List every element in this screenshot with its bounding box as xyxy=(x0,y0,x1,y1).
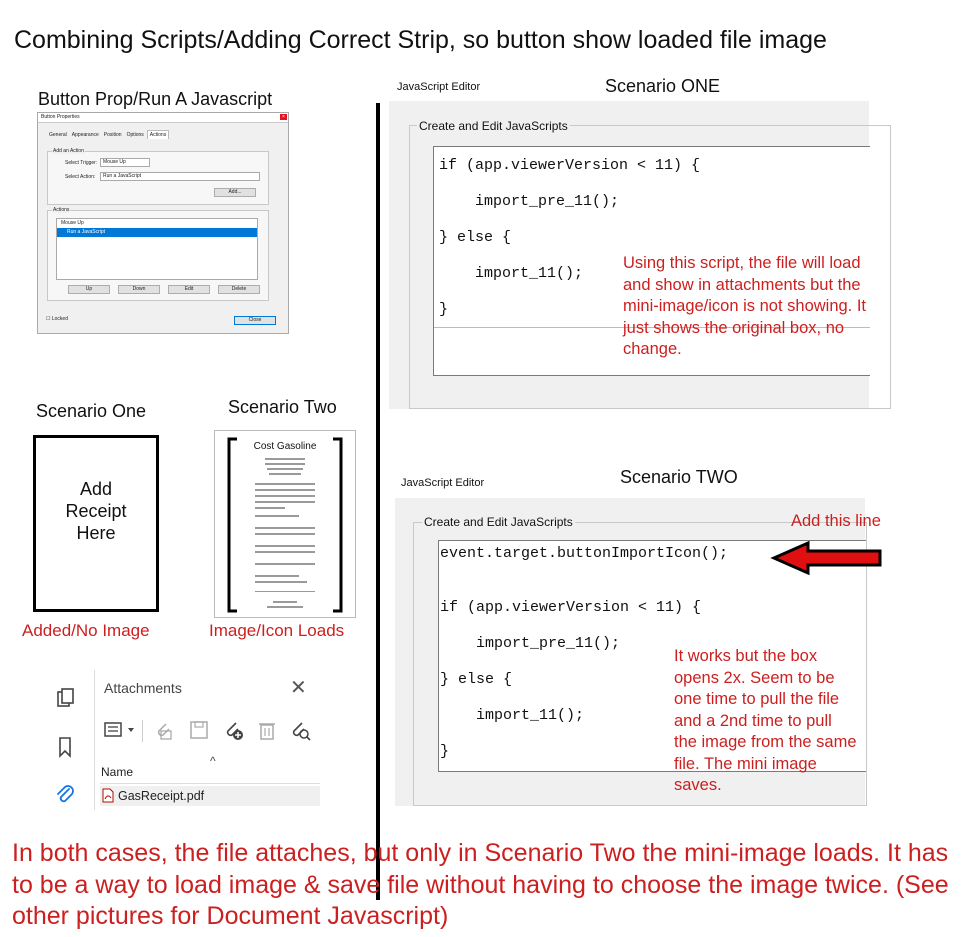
tree-trigger[interactable]: Mouse Up xyxy=(61,220,84,226)
attachment-row[interactable] xyxy=(100,786,320,806)
editor-two-frame-label: Create and Edit JavaScripts xyxy=(424,515,573,529)
tab-general[interactable]: General xyxy=(49,132,67,138)
tab-appearance[interactable]: Appearance xyxy=(71,132,99,138)
code-line: } else { xyxy=(440,671,513,688)
close-icon[interactable]: × xyxy=(280,114,287,120)
sidebar-divider xyxy=(94,670,95,810)
receipt-line xyxy=(255,507,285,509)
up-button[interactable]: Up xyxy=(68,285,110,294)
dialog-title: Button Properties xyxy=(41,114,80,120)
editor-one-note: Using this script, the file will load and show in attachments but the mini-image/icon is not showing. It just shows the original box, no change. xyxy=(623,254,867,358)
code-line: } xyxy=(439,301,449,318)
tab-position[interactable]: Position xyxy=(103,132,122,138)
pdf-file-icon xyxy=(102,788,114,803)
receipt-line xyxy=(255,527,315,529)
select-action-dropdown[interactable]: Run a JavaScript xyxy=(100,172,260,181)
receipt-line xyxy=(255,591,315,592)
code-line-added: event.target.buttonImportIcon(); xyxy=(440,545,729,562)
delete-button[interactable]: Delete xyxy=(218,285,260,294)
search-attachment-icon[interactable] xyxy=(289,719,311,741)
dialog-tabs xyxy=(47,130,170,139)
locked-checkbox[interactable]: ☐ Locked xyxy=(46,316,68,322)
javascript-editor-one xyxy=(389,101,869,409)
scenario-two-caption: Image/Icon Loads xyxy=(209,621,345,640)
receipt-line xyxy=(273,601,297,603)
delete-icon[interactable] xyxy=(256,719,278,741)
save-attachment-icon[interactable] xyxy=(188,719,210,741)
sort-caret-icon[interactable]: ^ xyxy=(210,754,216,768)
code-line: import_pre_11(); xyxy=(440,635,621,652)
edit-button[interactable]: Edit xyxy=(168,285,210,294)
code-line: import_11(); xyxy=(439,265,584,282)
bookmark-icon[interactable] xyxy=(54,736,76,758)
receipt-line xyxy=(255,533,315,535)
editor-one-frame-label: Create and Edit JavaScripts xyxy=(419,119,568,133)
page-title: Combining Scripts/Adding Correct Strip, so button show loaded file image xyxy=(14,26,827,54)
editor-two-window-title: JavaScript Editor xyxy=(401,477,485,489)
editor-two-note: It works but the box opens 2x. Seem to be one time to pull the file and a 2nd time to pull the image from the same file. The mini image saves. xyxy=(674,647,857,794)
add-receipt-button[interactable] xyxy=(33,435,159,612)
attachments-title: Attachments xyxy=(104,680,182,696)
button-properties-dialog xyxy=(37,112,289,334)
add-line-label: Add this line xyxy=(791,512,881,530)
vertical-divider xyxy=(376,103,380,900)
receipt-line xyxy=(255,563,315,565)
receipt-line xyxy=(267,468,303,470)
receipt-line xyxy=(255,495,315,497)
tab-actions[interactable]: Actions xyxy=(147,130,169,139)
add-action-label: Add an Action xyxy=(53,148,84,154)
tab-options[interactable]: Options xyxy=(126,132,144,138)
receipt-line xyxy=(265,463,305,465)
bottom-note: In both cases, the file attaches, but only in Scenario Two the mini-image loads. It has to be a way to load image & save file without having to choose the image twice. (See other pictures for Document Javascript) xyxy=(12,839,949,930)
receipt-line xyxy=(255,575,299,577)
actions-label: Actions xyxy=(53,207,70,213)
code-line: import_11(); xyxy=(440,707,585,724)
tree-action[interactable]: Run a JavaScript xyxy=(57,228,257,237)
navigation-sidebar xyxy=(44,670,94,810)
code-line: if (app.viewerVersion < 11) { xyxy=(439,157,701,174)
receipt-line xyxy=(255,515,299,517)
attachments-panel xyxy=(44,670,320,810)
code-line: } xyxy=(440,743,450,760)
actions-tree[interactable] xyxy=(56,218,258,280)
actions-group xyxy=(47,207,269,301)
red-arrow-icon xyxy=(770,540,886,576)
attachment-file-name: GasReceipt.pdf xyxy=(118,789,205,803)
receipt-line xyxy=(255,545,315,547)
dialog-titlebar xyxy=(38,113,288,123)
scenario-two-label: Scenario TWO xyxy=(620,467,738,487)
header-divider xyxy=(100,783,320,784)
dialog-heading: Button Prop/Run A Javascript xyxy=(38,89,273,109)
close-icon[interactable]: ✕ xyxy=(290,677,307,699)
receipt-line xyxy=(255,489,315,491)
scenario-one-heading: Scenario One xyxy=(36,401,147,421)
add-attachment-icon[interactable] xyxy=(222,719,244,741)
select-trigger-dropdown[interactable]: Mouse Up xyxy=(100,158,150,167)
receipt-line xyxy=(255,581,307,583)
scenario-one-caption: Added/No Image xyxy=(22,621,150,640)
scenario-two-heading: Scenario Two xyxy=(228,397,337,417)
down-button[interactable]: Down xyxy=(118,285,160,294)
code-line: if (app.viewerVersion < 11) { xyxy=(440,599,702,616)
list-view-icon[interactable] xyxy=(102,719,138,741)
thumbnails-icon[interactable] xyxy=(54,687,76,709)
receipt-line xyxy=(255,551,315,553)
select-action-label: Select Action: xyxy=(65,174,96,180)
receipt-line xyxy=(255,501,315,503)
name-column-header[interactable]: Name xyxy=(101,765,134,779)
scenario-one-label: Scenario ONE xyxy=(605,76,721,96)
paperclip-icon[interactable] xyxy=(54,783,76,805)
receipt-line xyxy=(265,458,305,460)
receipt-line xyxy=(267,606,303,608)
editor-one-window-title: JavaScript Editor xyxy=(397,81,481,93)
receipt-line xyxy=(255,483,315,485)
toolbar-separator xyxy=(142,720,143,742)
add-receipt-text: Add Receipt Here xyxy=(65,479,127,543)
close-button[interactable]: Close xyxy=(234,316,276,325)
receipt-image-button[interactable] xyxy=(214,430,356,618)
code-line: import_pre_11(); xyxy=(439,193,620,210)
add-button[interactable]: Add... xyxy=(214,188,256,197)
locked-label: Locked xyxy=(51,316,68,322)
receipt-title: Cost Gasoline xyxy=(253,441,317,452)
select-trigger-label: Select Trigger: xyxy=(65,160,98,166)
add-action-group xyxy=(47,148,269,205)
open-attachment-icon[interactable] xyxy=(152,719,174,741)
code-line: } else { xyxy=(439,229,512,246)
receipt-line xyxy=(269,473,301,475)
